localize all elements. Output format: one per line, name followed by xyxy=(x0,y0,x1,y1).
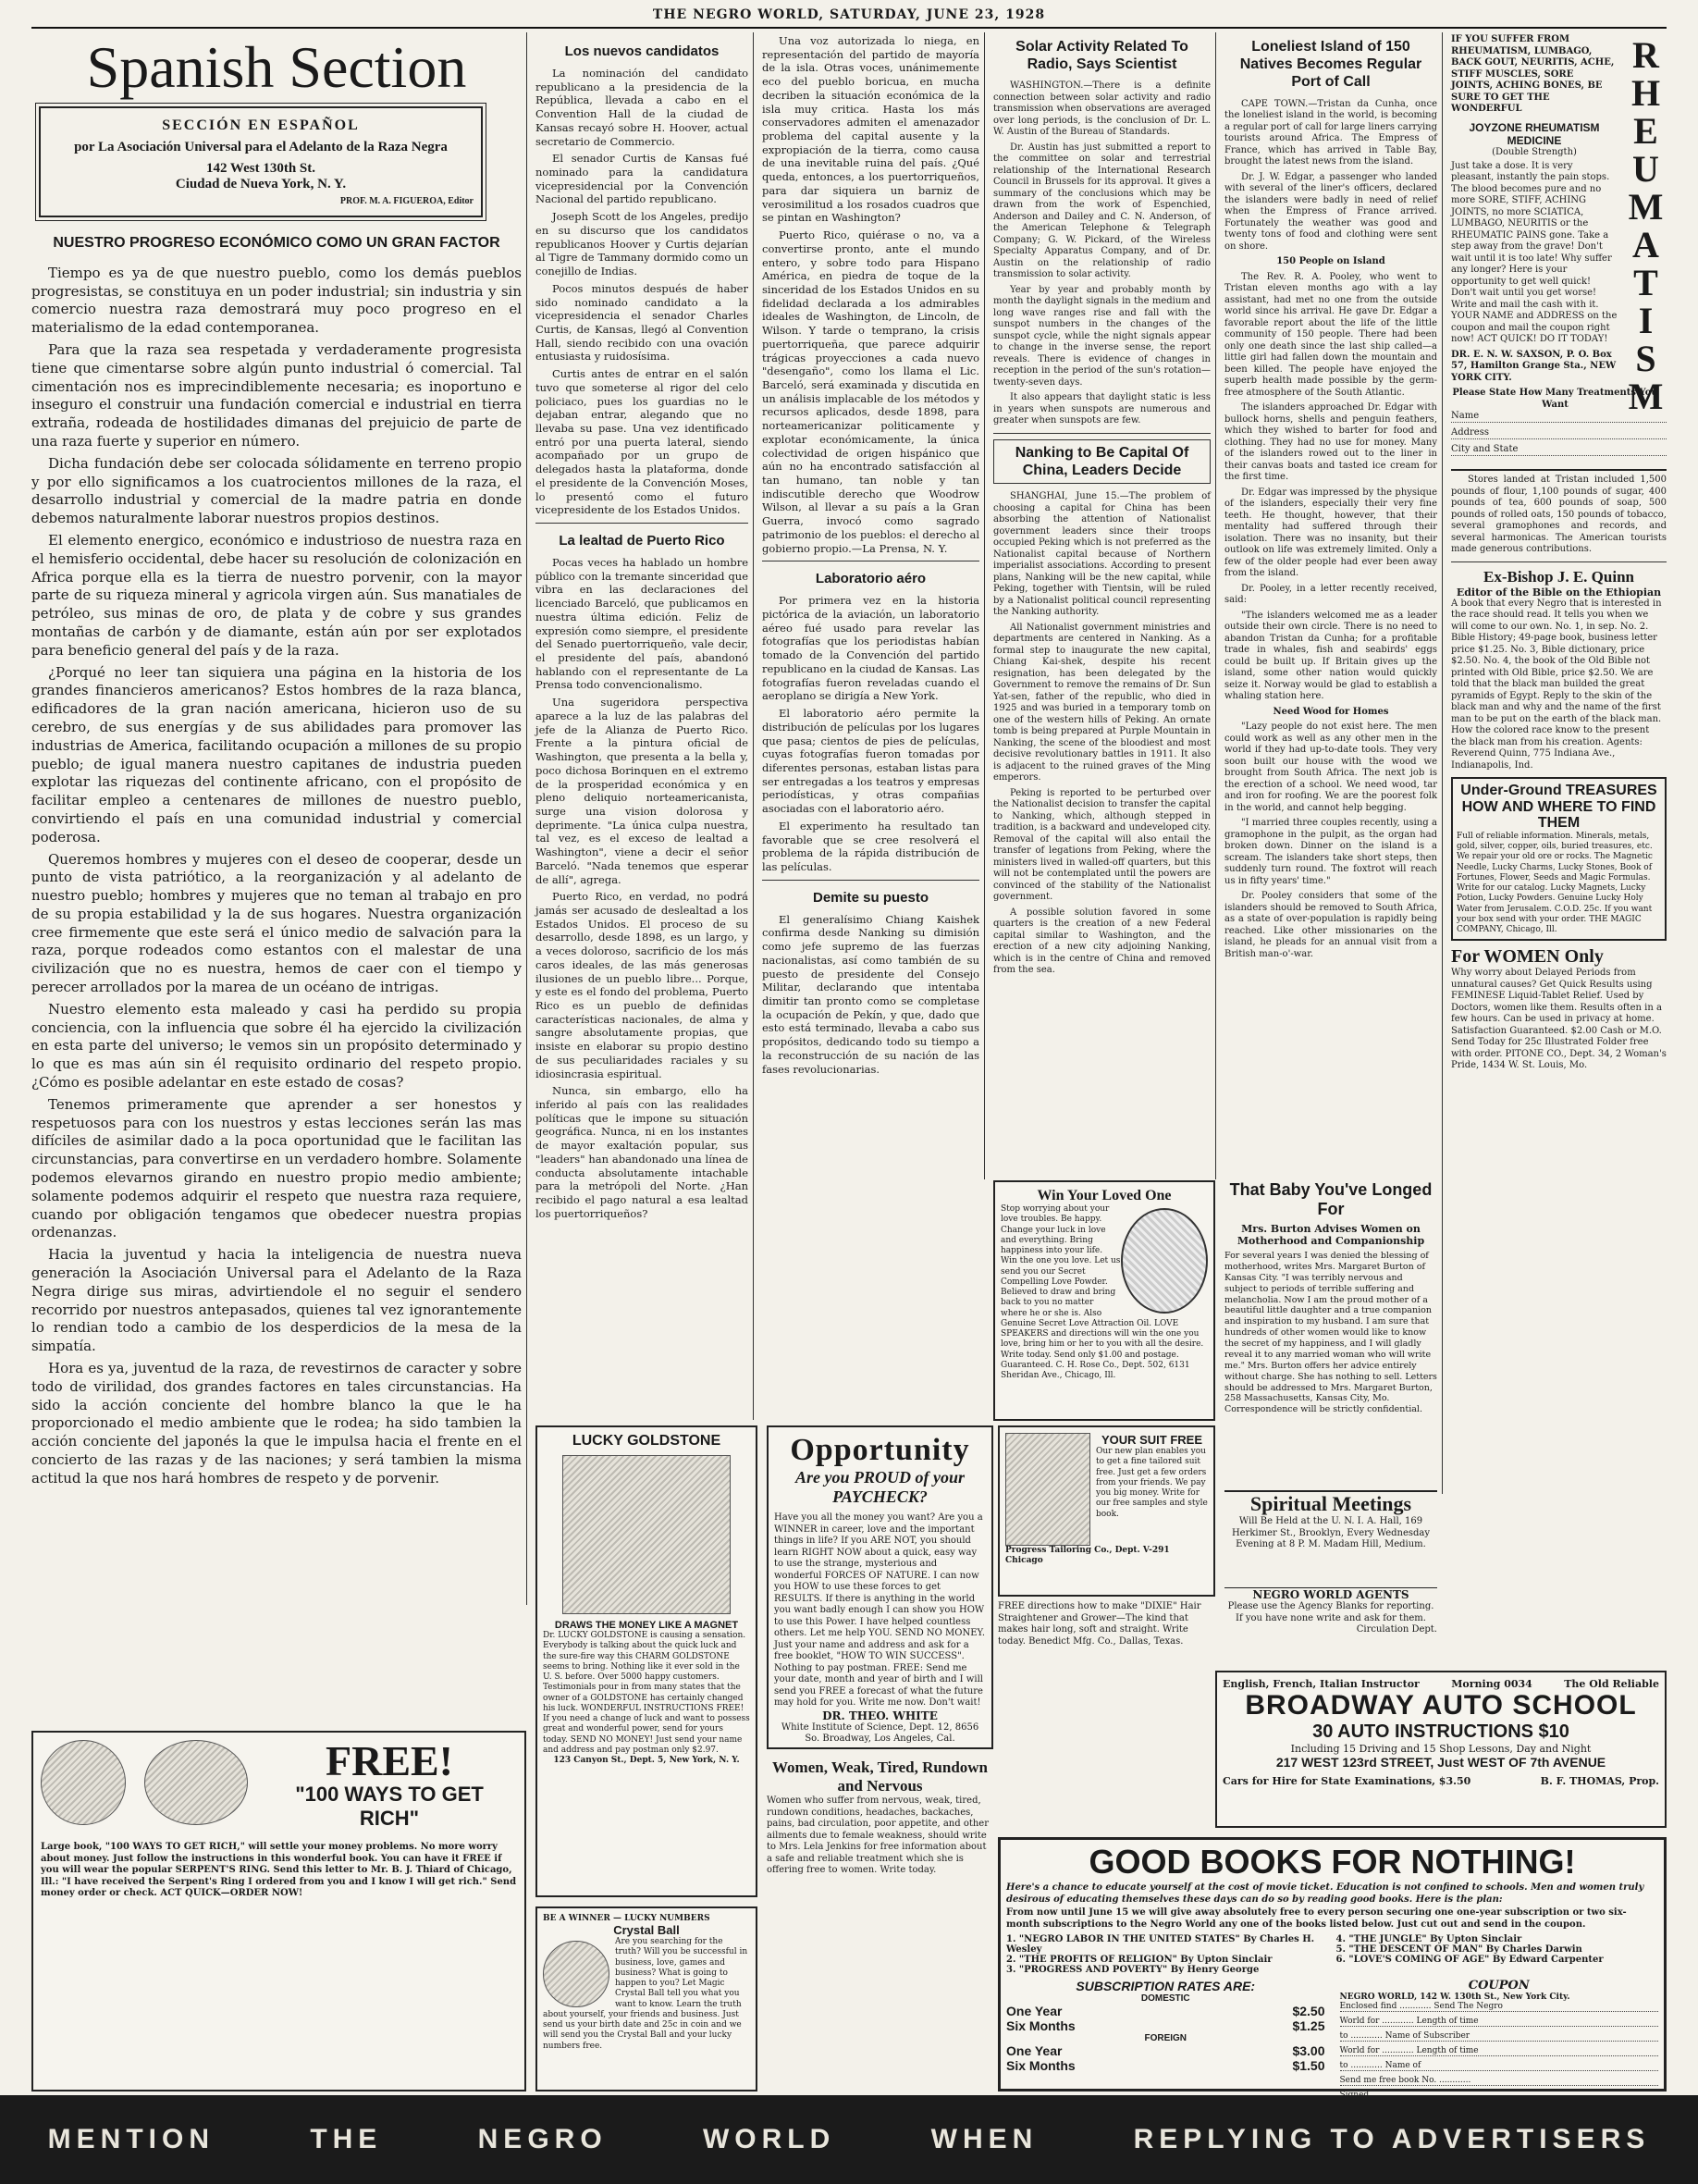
suit-body: Our new plan enables you to get a fine tailored suit free. Just get a few orders from your friends. We pay you big money. Write for our free samples and style book. xyxy=(1096,1447,1208,1519)
auto-school-top-left: English, French, Italian Instructor xyxy=(1223,1678,1420,1690)
editorial-headline: NUESTRO PROGRESO ECONÓMICO COMO UN GRAN FACTOR xyxy=(53,235,500,251)
opportunity-body: Have you all the money you want? Are you a WINNER in career, love and the important things in life? If you ARE NOT, you should learn RIGHT NOW about a quick, easy way to use the strange, mysterious and wonderful FORCES OF NATURE. I can now you HOW to use these forces to get RESULTS. If there is anything in the world you want badly enough I can show you HOW to use this Power. I have helped countless others. Let me help YOU. SEND NO MONEY. Just your name and address and ask for a free booklet, "HOW TO WIN SUCCESS". Nothing to pay postman. FREE: Send me your date, month and year of birth and I will send you FREE a forecast of what the future may hold for you. Write me now. Don't wait! xyxy=(774,1512,986,1708)
article-headline: La lealtad de Puerto Rico xyxy=(559,533,725,549)
ads-column-f xyxy=(1451,34,1667,1505)
baby-title: That Baby You've Longed For xyxy=(1229,1180,1433,1218)
good-books-coupon xyxy=(1340,1979,1659,2105)
paragraph: ¿Porqué no leer tan siquiera una página en la historia de los grandes financieros americanos? Estos hombres de la raza blanca, edificadores de la gran nación americana, hicieron uso de su cerebro, de sus energías y de sus abilidades para promover las industrias de America, facilitando ocupación a millones de su propio pueblo; de igual manera nuestro capitanes de industria pueden explotar las riquezas del continente africano, con el propósito de facilitar empleo a centenares de millones de nuestro pueblo, convirtiendo el país en una comunidad industrial y comercial poderosa. xyxy=(31,663,522,845)
paragraph: Hora es ya, juventud de la raza, de revestirnos de caracter y sobre todo de virilidad, dos grandes factores en tales circunstancias. Ha sido la acción conciente del hombre blanco la que le ha proporcionado el medio ambiente que le rodea; ha sido tambien la acción conciente del japonés la que le impulsa hacia el frente en el concierto de las razas y de las naciones; y será tambien la misma actitud la que nos hará hombres de respeto y de porvenir. xyxy=(31,1360,522,1487)
coupon-field[interactable]: World for ............ Length of time xyxy=(1340,2017,1659,2027)
auto-school-topline xyxy=(1223,1678,1659,1690)
crystal-illustration xyxy=(543,1941,609,2007)
coupon-field[interactable]: to ............ Name of Subscriber xyxy=(1340,2031,1659,2042)
book-item: 2. "THE PROFITS OF RELIGION" By Upton Sinclair xyxy=(1006,1955,1273,1965)
good-books-intro: Here's a chance to educate yourself at the cost of movie ticket. Education is not confined to schools. Men and women truly desirous of educating themselves these days can do so by reading good books. Here is the plan: xyxy=(1006,1882,1644,1905)
baby-body: For several years I was denied the blessing of motherhood, writes Mrs. Margaret Burton of Kansas City. "I was terribly nervous and subject to periods of terrible suffering and melancholia. Now I am the proud mother of a beautiful little daughter and a true companion and inspiration to my husband. I am sure that hundreds of other women would like to know the secret of my happiness, and I will gladly reveal it to any married woman who will write me." Mrs. Burton offers her advice entirely without charge. She has nothing to sell. Letters should be addressed to Mrs. Margaret Burton, 258 Massachusetts, Kansas City, Mo. Correspondence will be strictly confidential. xyxy=(1224,1251,1437,1415)
rheumatism-top-text: IF YOU SUFFER FROM RHEUMATISM, LUMBAGO, BACK GOUT, NEURITIS, ACHE, STIFF MUSCLES, SORE JOINTS, ACHING BONES, BE SURE TO GET THE WONDERFUL xyxy=(1451,34,1615,114)
coupon-address: NEGRO WORLD, 142 W. 130th St., New York City. xyxy=(1339,1993,1570,2002)
auto-school-offer: 30 AUTO INSTRUCTIONS $10 xyxy=(1312,1721,1569,1742)
rate-row xyxy=(1006,2043,1325,2058)
divider xyxy=(1451,561,1667,562)
book-item: 5. "THE DESCENT OF MAN" By Charles Darwin xyxy=(1335,1944,1582,1955)
paragraph: The islanders approached Dr. Edgar with bullock horns, shells and penguin feathers, which they wished to barter for food and clothing. They had no use for money. Many of the islanders rowed out to the liner in their canvas boats and tasted ice cream for the first time. xyxy=(1224,402,1437,483)
column-rule xyxy=(1215,32,1216,1179)
auto-school-footer-right: B. F. THOMAS, Prop. xyxy=(1540,1775,1659,1787)
figure-illustration xyxy=(41,1740,126,1825)
paragraph: Una voz autorizada lo niega, en representación del partido de mayoría de la isla. Otras voces, unánimemente eco del pueblo boricua, en mucha decriben la situación económica de la isla muy critica. Hasta los más conservadores admiten el amenazador problema del capital ausente y la expropiación de la tierra, como causa de una inevitable ruina del país. ¿Qué queda, entonces, a los puertorriqueños, para dar siquiera un barniz de verosimilitud a los rosados cuadros que se pintan en Washington? xyxy=(762,34,979,225)
article-headline: Los nuevos candidatos xyxy=(564,43,720,59)
rate-label: One Year xyxy=(1006,2043,1063,2058)
paragraph: A possible solution favored in some quarters is the creation of a new Federal capital similar to Washington, and the erection of a new city adjoining Nanking, which is in the centre of China and removed from the sea. xyxy=(993,907,1211,976)
coupon-title: COUPON xyxy=(1468,1979,1530,1993)
quinn-subtitle: Editor of the Bible on the Ethiopian xyxy=(1456,586,1662,598)
coupon-field[interactable] xyxy=(1451,427,1667,439)
paragraph: Dr. Edgar was impressed by the physique of the islanders, especially their very fine teeth. He thought, however, that their mentality had suffered through their isolation. There was no insanity, but their outlook on life was extremely limited. Only a few of the older people had ever been away from the island. xyxy=(1224,487,1437,579)
paragraph: El laboratorio aéro permite la distribución de películas por los lugares que pasa; cientos de pies de películas, cuyas fotografías fueron tomadas por diferentes personas, estaban listas para ser entregadas a los teatros y empresas periodísticas, y otras compañias asociadas con el laboratorio aéro. xyxy=(762,707,979,816)
book-item: 4. "THE JUNGLE" By Upton Sinclair xyxy=(1335,1934,1522,1944)
auto-school-top-mid: Morning 0034 xyxy=(1451,1678,1532,1690)
news-column-d xyxy=(993,34,1211,1181)
women-title: For WOMEN Only xyxy=(1451,946,1604,967)
women-weak-ad xyxy=(767,1758,993,2091)
baby-subtitle: Mrs. Burton Advises Women on Motherhood and Companionship xyxy=(1237,1223,1425,1247)
article-headline: Solar Activity Related To Radio, Says Scientist xyxy=(1015,39,1188,73)
book-item: 3. "PROGRESS AND POVERTY" By Henry George xyxy=(1006,1965,1260,1975)
running-head: THE NEGRO WORLD, SATURDAY, JUNE 23, 1928 xyxy=(31,4,1667,29)
article-body xyxy=(762,34,979,555)
strip-word: THE xyxy=(310,2124,383,2154)
article-body xyxy=(993,80,1211,427)
paragraph: Queremos hombres y mujeres con el deseo de cooperar, desde un punto de vista patriótico, a la reorganización y al adelanto de nuestro pueblo; hombres y mujeres que no teman al trabajo en pro de su propia estabilidad y la de sus hogares. Nuestra organización cree firmemente que este será el único medio de salvación para la raza, porque rodeados como estantos con el malestar de una civilización que no es nuestra, hemos de caer con el tiempo y perecer arrollados por la marea de un océano de intrigas. xyxy=(31,850,522,996)
paragraph: WASHINGTON.—There is a definite connection between solar activity and radio transmission when observations are averaged over long periods, is the conclusion of Dr. L. W. Austin of the Bureau of Standards. xyxy=(993,80,1211,138)
article-body xyxy=(762,594,979,873)
rheumatism-vertical-text: RHEUMATISM xyxy=(1625,34,1667,413)
rates-domestic: DOMESTIC xyxy=(1140,1993,1190,2004)
paragraph: Joseph Scott de los Angeles, predijo en su discurso que los candidatos republicanos Hoover y Curtis dejarían al Tigre de Tammany dormido como un conejillo de Indias. xyxy=(535,210,748,278)
free-ways-ad xyxy=(31,1731,526,2091)
book-item: 6. "LOVE'S COMING OF AGE" By Edward Carpenter xyxy=(1335,1955,1604,1965)
news-column-c xyxy=(762,34,979,1181)
paragraph: Nunca, sin embargo, ello ha inferido al país con las realidades políticas que le impone su situación geográfica. Nunca, ni en los instantes de mayor exaltación popular, sus "leaders" han abandonado una línea de conducta absolutamente intachable para la metrópoli del Norte. ¿Han recibido el pago natural a esa lealtad los puertorriqueños? xyxy=(535,1084,748,1220)
ring-illustration xyxy=(144,1740,248,1825)
divider xyxy=(535,523,748,524)
page-grid xyxy=(31,29,1667,2091)
paragraph: Peking is reported to be perturbed over the Nationalist decision to transfer the capital to Nanking, which, although stepped in tradition, is a backward and undeveloped city. Removal of the capital will also entail the transfer of legations from Peking, where the ministers lived in walled-off quarters, but this will not be contemplated until the powers are convinced of the stability of the Nationalist government. xyxy=(993,787,1211,903)
treasures-ad xyxy=(1451,777,1667,941)
section-title: Spanish Section xyxy=(86,34,467,100)
spiritual-title: Spiritual Meetings xyxy=(1249,1492,1412,1515)
rate-price: $1.50 xyxy=(1292,2058,1325,2073)
treasures-body: Full of reliable information. Minerals, metals, gold, silver, copper, oils, buried treasures, etc. We repair your old ore or rocks. The Magnetic Needle, Lucky Charms, Lucky Stones, Book of Fortunes, Flower, Seeds and Magic Formulas. Write for our catalog. Lucky Magnets, Lucky Potion, Lucky Powders. Genuine Lucky Holy Water from Jerusalem. C.O.D. 25c. If you want your box send with your order. THE MAGIC COMPANY, Chicago, Ill. xyxy=(1457,831,1653,935)
paragraph: Puerto Rico, quiérase o no, va a convertirse pronto, ante el mundo entero, y sobre todo para Hispano América, en piedra de toque de la sinceridad de los Estados Unidos en su fidelidad declarada a los admirables ideales de Washington, de Lincoln, de Wilson. Y tarde o temprano, la crisis puertorriqueña, que parece adquirir trágicas proyecciones a cada nuevo "desengaño", como los llama el Lic. Barceló, será examinada y discutida en un análisis implacable de los métodos y recursos aplicados, desde 1898, para norteamericanizar politicamente y explotar económicamente, la única colectividad de origen hispánico que aún no ha encontrado satisfacción al tan humano, tan noble y tan indiscutible derecho que Woodrow Wilson, al llevar a su país a la Gran Guerra, invocó como sagrado patrimonio de los pueblos: el derecho al gobierno propio.—La Prensa, N. Y. xyxy=(762,228,979,555)
masthead-editor: PROF. M. A. FIGUEROA, Editor xyxy=(339,196,474,206)
strip-word: WHEN xyxy=(930,2124,1039,2154)
paragraph: El generalísimo Chiang Kaishek confirma desde Nanking su dimisión como jefe supremo de las fuerzas nacionalistas, así como también de su puesto de presidente del Consejo Militar, declarando que intentaba dimitir tan pronto como se completase la ocupación de Pekín, y que, dado que esto está terminado, llevaba a cabo sus propósitos, dedicando todo su tiempo a la reconstrucción de su nación de las fases revolucionarias. xyxy=(762,912,979,1076)
opportunity-ad xyxy=(767,1425,993,1749)
paragraph: The Rev. R. A. Pooley, who went to Tristan eleven months ago with a lay assistant, had met no one from the outside world since his arrival. He gave Dr. Edgar a favorable report about the life of the little community of 150 people. There had been only one death since the last ship called—a little girl had fallen down the mountain and been killed. The people have enjoyed the superb health made possible by the germ-free atmosphere of the South Atlantic. xyxy=(1224,271,1437,398)
suit-ad xyxy=(998,1425,1215,1597)
goldstone-body: Dr. LUCKY GOLDSTONE is causing a sensation. Everybody is talking about the quick luck and the sure-fire way this CHARM GOLDSTONE seems to bring. Nothing like it ever sold in the U. S. before. Over 5000 happy customers. Testimonials pour in from many states that the owner of a GOLDSTONE has certainly changed his luck. WONDERFUL INSTRUCTIONS FREE! If you need a change of luck and want to possess great and wonderful power, send for yours today. SEND NO MONEY! Just send your name and address and pay postman only $2.97. xyxy=(543,1631,750,1755)
agents-footer: Circulation Dept. xyxy=(1356,1624,1437,1635)
opportunity-title: Opportunity xyxy=(790,1433,970,1467)
quinn-body: A book that every Negro that is interested in the race should read. It tells you when we will come to our own. No. 1, in sep. No. 2. Bible History; 49-page book, business letter price $1.25. No. 3, Bible dictionary, price $2.50. No. 4, the book of the Old Bible not printed with Old Bible, price $2.50. We are told that the black man builded the great pyramids of Egypt. Reply to the skin of the black man and why and the name of the first man to be put on the earth of the black man. How the colored race know to the present the black man from his creation. Agents: Reverend Quinn, 775 Indiana Ave., Indianapolis, Ind. xyxy=(1451,598,1662,771)
paragraph: Curtis antes de entrar en el salón tuvo que someterse al rigor del celo policiaco, pues los guardias no le dejaban entrar, alegando que no llevaba su pase. Una vez identificado entró por una puerta lateral, siendo acompañado por un grupo de delegados hasta la plataforma, donde el presidente de la Convención Moses, lo presentó como el futuro vicepresidente de los Estados Unidos. xyxy=(535,367,748,517)
free-ways-title: FREE! xyxy=(326,1737,453,1784)
article-headline: Loneliest Island of 150 Natives Becomes Regular Port of Call xyxy=(1239,39,1422,91)
paragraph: Dr. Pooley considers that some of the islanders should be removed to South Africa, as a state of over-population is rapidly being reached. Like other missionaries on the island, he pleads for an annual visit from a British man-o'-war. xyxy=(1224,891,1437,959)
paragraph: Dr. J. W. Edgar, a passenger who landed with several of the liner's officers, declared the islanders were badly in need of relief when the Empress of France arrived. Fortunately the weather was good and twenty tons of food and clothing were sent on shore. xyxy=(1224,171,1437,252)
rate-price: $3.00 xyxy=(1292,2043,1325,2058)
coupon-field[interactable]: Send me free book No. ............ xyxy=(1340,2076,1659,2086)
article-headline: Demite su puesto xyxy=(812,889,929,906)
rate-row xyxy=(1006,2004,1325,2018)
paragraph: Year by year and probably month by month the daylight signals in the medium and long wave ranges rise and fall with the sunspot numbers in the changes of the sunspot cycle, while the night signals appear to change in the inverse sense, the report reveals. There is evidence of changes in reception in the period of the sun's rotation—twenty-seven days. xyxy=(993,284,1211,388)
spiritual-body: Will Be Held at the U. N. I. A. Hall, 169 Herkimer St., Brooklyn, Every Wednesday Evening at 8 P. M. Madam Hill, Medium. xyxy=(1231,1516,1431,1549)
spiritual-ad xyxy=(1224,1490,1437,1585)
good-books-title: GOOD BOOKS FOR NOTHING! xyxy=(1089,1843,1576,1881)
rate-label: Six Months xyxy=(1006,2058,1076,2073)
auto-school-title: BROADWAY AUTO SCHOOL xyxy=(1245,1690,1637,1721)
paragraph: Pocas veces ha hablado un hombre público con la tremante sinceridad que vibra en las declaraciones del licenciado Barceló, que publicamos en nuestra última edición. Feliz de expresión como siempre, el presidente del Senado puertorriqueño, vale decir, el presidente del país, abandonó hablando con el representante de La Prensa todo convencionalismo. xyxy=(535,556,748,692)
article-body xyxy=(1224,99,1437,961)
auto-school-top-right: The Old Reliable xyxy=(1564,1678,1659,1690)
rates-title: SUBSCRIPTION RATES ARE: xyxy=(1076,1979,1256,1993)
article-body xyxy=(762,913,979,1077)
article-body xyxy=(535,67,748,517)
opportunity-address: White Institute of Science, Dept. 12, 8656 So. Broadway, Los Angeles, Cal. xyxy=(781,1721,979,1744)
paragraph: Dicha fundación debe ser colocada sólidamente en terreno propio y por ello significamos a los cuatrocientos millones de la raza, el desarrollo industrial y comercial de la madre patria en donde debemos naturalmente laborar nuestros propios destinos. xyxy=(31,454,522,527)
book-list-left xyxy=(1006,1934,1329,1975)
subscription-rates xyxy=(1006,1979,1325,2105)
rheumatism-coupon-note: Please State How Many Treatments You Want xyxy=(1452,388,1658,410)
rheumatism-strength: (Double Strength) xyxy=(1492,146,1577,157)
paragraph: "The islanders welcomed me as a leader outside their own circle. There is no need to abandon Tristan da Cunha; for a profitable trade in whales, fish and seabirds' eggs could be built up. If Britain gives up the island, some other nation would quickly seize it. Norway would be glad to establish a whaling station here. xyxy=(1224,610,1437,702)
coupon-field[interactable]: to ............ Name of xyxy=(1340,2061,1659,2071)
good-books-offer: From now until June 15 we will give away absolutely free to every person securing one one-year subscription or two six-month subscriptions to the Negro World any one of the books listed below. Just cut out and send in the coupon. xyxy=(1006,1907,1627,1930)
crystal-header: BE A WINNER — LUCKY NUMBERS xyxy=(543,1914,710,1923)
strip-word: MENTION xyxy=(47,2124,215,2154)
free-ways-header xyxy=(265,1737,514,1831)
agents-body: Please use the Agency Blanks for reporting. If you have none write and ask for them. xyxy=(1227,1601,1434,1623)
lucky-goldstone-ad xyxy=(535,1425,757,1897)
paragraph: Una sugeridora perspectiva aparece a la luz de las palabras del jefe de la Alianza de Puerto Rico. Frente a la pintura oficial de Washington, que presenta a la bella y, poco dichosa Borinquen en el extremo de la prosperidad económica y en pleno deliquio norteamericanista, surge una vision dolorosa y deprimente. "La única culpa nuestra, tal vez, es el exceso de lealtad a Washington", viene a decir el señor Barceló. "Nada tenemos que esperar de allí", agrega. xyxy=(535,696,748,886)
women-body: Why worry about Delayed Periods from unnatural causes? Get Quick Results using FEMINESE Liquid-Tablet Relief. Used by Doctors, women like them. Results often in a few hours. Can be used in privacy at home. Satisfaction Guaranteed. $2.00 Cash or M.O. Send Today for 25c Illustrated Folder free with order. PITONE CO., Dept. 34, 2 Woman's Pride, 1434 W. St. Louis, Mo. xyxy=(1451,968,1667,1070)
rheumatism-vertical-title xyxy=(1622,34,1665,425)
coupon-label: Name xyxy=(1451,411,1480,421)
column-rule xyxy=(1442,32,1443,1494)
baby-ad xyxy=(1224,1180,1437,1486)
auto-school-address: 217 WEST 123rd STREET, Just WEST OF 7th AVENUE xyxy=(1275,1755,1606,1770)
good-books-ad xyxy=(998,1837,1667,2091)
women-ad xyxy=(1451,946,1667,1085)
good-books-bottom xyxy=(1006,1979,1658,2105)
paragraph: La nominación del candidato republicano a la presidencia de la República, llevada a cabo en el Convention Hall de la ciudad de Kansas recayó sobre H. Hoover, actual secretario de Commercio. xyxy=(535,67,748,148)
rheumatism-product: JOYZONE RHEUMATISM MEDICINE xyxy=(1469,120,1600,147)
loved-one-body: Stop worrying about your love troubles. Be happy. Change your luck in love and everything. Bring happiness into your life. Win the one you love. Let us send you our Secret Compelling Love Powder. Believed to draw and bring back to you no matter where he or she is. Also Genuine Secret Love Attraction Oil. LOVE SPEAKERS and directions will win the one you love, bring him or her to you with all the desire. Write today. Send only $1.00 and postage. Guaranteed. C. H. Rose Co., Dept. 502, 6131 Sheridan Ave., Chicago, Ill. xyxy=(1001,1204,1204,1380)
goldstone-caption: DRAWS THE MONEY LIKE A MAGNET xyxy=(554,1620,739,1631)
goldstone-title: LUCKY GOLDSTONE xyxy=(572,1433,721,1449)
goldstone-footer: 123 Canyon St., Dept. 5, New York, N. Y. xyxy=(553,1756,740,1765)
rate-row xyxy=(1006,2018,1325,2033)
crystal-ball-ad xyxy=(535,1906,757,2091)
women-weak-body: Women who suffer from nervous, weak, tired, rundown conditions, headaches, backaches, pains, bad circulation, poor appetite, and other ailments due to female weakness, should write to Mrs. Lela Jenkins for free information about a safe and reliable treatment which she is offering free to women. Write today. xyxy=(767,1795,990,1875)
hair-ad: FREE directions how to make "DIXIE" Hair Straightener and Grower—The kind that makes hair long, soft and straight. Write today. Benedict Mfg. Co., Dallas, Texas. xyxy=(998,1601,1201,1647)
paragraph: El experimento ha resultado tan favorable que se cree resolverá el problema de la rápida distribución de las películas. xyxy=(762,819,979,873)
strip-word: REPLYING TO ADVERTISERS xyxy=(1133,2124,1651,2154)
paragraph: Por primera vez en la historia pictórica de la aviación, un laboratorio aéreo fué usado para revelar las fotografías que los periodistas habían tomado de la Convención del partido republicano en la ciudad de Kansas. Las fotografías fueron reveladas cuando el aeroplano se dirigía a New York. xyxy=(762,594,979,703)
article-body xyxy=(535,556,748,1221)
editorial-column xyxy=(31,34,522,1727)
divider xyxy=(762,880,979,881)
paragraph: It also appears that daylight static is less in years when sunspots are numerous and greater when sunspots are few. xyxy=(993,392,1211,426)
masthead-line: por La Asociación Universal para el Adelanto de la Raza Negra xyxy=(74,140,448,154)
opportunity-question: Are you PROUD of your PAYCHECK? xyxy=(795,1468,965,1506)
suit-footer: Progress Tailoring Co., Dept. V-291 Chicago xyxy=(1005,1546,1170,1566)
loved-one-ad xyxy=(993,1180,1215,1421)
paragraph: CAPE TOWN.—Tristan da Cunha, once the loneliest island in the world, is becoming a regular port of call for large liners carrying tourists around Africa. The Empress of France, which has arrived in Table Bay, brought the latest news from the island. xyxy=(1224,98,1438,167)
rate-label: One Year xyxy=(1006,2004,1063,2018)
tristan-continued xyxy=(1451,475,1667,556)
rate-label: Six Months xyxy=(1006,2018,1076,2033)
column-rule xyxy=(984,32,985,1179)
book-item: 1. "NEGRO LABOR IN THE UNITED STATES" By Charles H. Wesley xyxy=(1006,1934,1315,1955)
column-rule xyxy=(753,32,754,1420)
rate-price: $1.25 xyxy=(1292,2018,1325,2033)
auto-school-ad xyxy=(1215,1671,1667,1828)
auto-school-footer-left: Cars for Hire for State Examinations, $3.50 xyxy=(1223,1775,1471,1787)
paragraph: El senador Curtis de Kansas fué nominado para la candidatura vicepresidencial por la Convención Nacional del partido republicano. xyxy=(535,152,748,206)
subhead: 150 People on Island xyxy=(1276,256,1385,267)
crystal-body: Are you searching for the truth? Will you be successful in business, love, games and business? What is going to happen to you? Let Magic Crystal Ball tell you what you want to know. Learn the truth about yourself, your friends and business. Just send us your birth date and 25c in coin and we will send you the Crystal Ball and your lucky numbers free. xyxy=(543,1937,748,2051)
strip-word: NEGRO xyxy=(477,2124,608,2154)
paragraph: Puerto Rico, en verdad, no podrá jamás ser acusado de deslealtad a los Estados Unidos. El proceso de su desarrollo, desde 1898, es un largo, y a veces doloroso, sacrificio de los más caros ideales, de las más generosas ilusiones de un pueblo libre... Porque, y este es el fondo del problema, Puerto Rico es un pueblo de definidas características nacionales, de alma y sangre absolutamente propias, que insiste en elaborar su propio destino de sus peculiaridades raciales y su idiosincrasia espiritual. xyxy=(535,890,748,1080)
news-column-b xyxy=(535,34,748,1422)
free-ways-body: Large book, "100 WAYS TO GET RICH," will settle your money problems. No more worry about money. Just follow the instructions in this wonderful book. You can have it FREE if you will wear the popular SERPENT'S RING. Send this letter to Mr. B. J. Thiard of Chicago, Ill.: "I have received the Serpent's Ring I ordered from you and I know I will get rich." Send money order or check. ACT QUICK—ORDER NOW! xyxy=(41,1842,517,1898)
agents-title: NEGRO WORLD AGENTS xyxy=(1252,1588,1409,1601)
rheumatism-body: Just take a dose. It is very pleasant, instantly the pain stops. The blood becomes pure and no more SORE, STIFF, ACHING JOINTS, no more SCIATICA, LUMBAGO, NEURITIS or the RHEUMATIC PAINS gone. Take a step away from the grave! Don't wait until it is too late! Why suffer any longer? Here is your opportunity to get well quick! Don't wait until you get worse! Write and mail the cash with it. YOUR NAME and ADDRESS on the coupon and mail the coupon right now! ACT QUICK! DO IT TODAY! xyxy=(1451,160,1618,344)
rate-price: $2.50 xyxy=(1292,2004,1325,2018)
coupon-label: Address xyxy=(1451,427,1489,438)
free-ways-subtitle: "100 WAYS TO GET RICH" xyxy=(295,1783,484,1830)
paragraph: All Nationalist government ministries and departments are centered in Nanking. As a formal step to inaugurate the new capital, Chiang Kai-shek, despite his recent resignation, has been delegated by the Government to remove the remains of Dr. Sun Yat-sen, father of the republic, who died in 1925 and was buried in a temporary tomb on one of the western hills of Peking. An ornate tomb is being prepared at Purple Mountain in Nanking, the scene of the bloodiest and most decisive revolutionary battles in 1911. It also is adjacent to the ruined graves of the Ming emperors. xyxy=(993,622,1211,784)
subhead: Need Wood for Homes xyxy=(1273,706,1389,717)
coupon-field[interactable]: World for ............ Length of time xyxy=(1340,2046,1659,2056)
rate-row xyxy=(1006,2058,1325,2073)
masthead-box xyxy=(39,106,483,217)
rheumatism-ad xyxy=(1451,34,1667,471)
article-headline: Nanking to Be Capital Of China, Leaders Decide xyxy=(993,439,1211,484)
agents-ad xyxy=(1224,1587,1437,1662)
coupon-field[interactable] xyxy=(1451,444,1667,456)
bottom-strip xyxy=(0,2095,1698,2184)
coupon-label: City and State xyxy=(1451,444,1519,454)
masthead-line: 142 West 130th St. xyxy=(205,161,316,176)
quinn-title: Ex-Bishop J. E. Quinn xyxy=(1483,567,1634,586)
paragraph: Hacia la juventud y hacia la inteligencia de nuestra nueva generación la Asociación Universal para el Adelanto de la Raza Negra dirige sus miras, advirtiendole el no seguir el sendero recorrido por nuestros antepasados, quienes tal vez ignorantemente lo rendian todo a cambio de los desperdicios de la mesa de la simpatía. xyxy=(31,1246,522,1355)
paragraph: Para que la raza sea respetada y verdaderamente progresista tiene que cimentarse sobre algún punto industrial ó comercial. Tal cimentación nos es imprecindiblemente necesaria; es inoportuno e inseguro el construir una fundación comercial e industrial en tierra extraña, rodeada de hostilidades dimanas del prejuicio de parte de una raza fuerte y superior en número. xyxy=(31,340,522,450)
paragraph: Nuestro elemento esta maleado y casi ha perdido su propia conciencia, con la influencia que sobre él ha ejercido la civilización en esta parte del universo; le vemos sin un propósito determinado y lo que es mas aún sin él requisito ordinario del respeto propio. ¿Cómo es posible adelantar en este estado de cosas? xyxy=(31,1000,522,1092)
coupon-field[interactable]: Enclosed find ............ Send The Negro xyxy=(1340,2002,1659,2012)
good-books-list xyxy=(1006,1934,1658,1975)
news-column-e xyxy=(1224,34,1437,1181)
opportunity-signature: DR. THEO. WHITE xyxy=(822,1709,938,1722)
auto-school-footer xyxy=(1223,1775,1659,1787)
strip-word: WORLD xyxy=(702,2124,836,2154)
book-list-right xyxy=(1336,1934,1659,1975)
paragraph: Dr. Pooley, in a letter recently received, said: xyxy=(1224,583,1437,606)
paragraph: SHANGHAI, June 15.—The problem of choosing a capital for China has been absorbing the attention of Nationalist government leaders since their troops occupied Peking which is not preferred as the Nationalist capital because of Northern imperialist associations. According to present plans, Nanking will be the new capital, while Peking, together with Tientsin, will be ruled by a Nationalist political council representing the Nanking authority. xyxy=(993,491,1211,618)
article-headline: Laboratorio aéro xyxy=(815,571,927,587)
heart-illustration xyxy=(1121,1208,1208,1314)
crystal-title: Crystal Ball xyxy=(613,1923,680,1937)
column-rule xyxy=(526,32,527,1605)
paragraph: Tenemos primeramente que aprender a ser honestos y respetuosos para con los nuestros y estas lecciones serán las mas difíciles de asimilar dado a la poca oportunidad que le facilitan las circunstancias, para convertirse en un verdadero hombre. Solamente podemos elevarnos girando en nuestro propio medio ambiente; solamente podemos adquirir el respeto que nuestra raza requiere, cuando por obligación tengamos que obedecer nuestra propias ordenanzas. xyxy=(31,1095,522,1241)
editorial-body xyxy=(31,265,522,1488)
rheumatism-address: DR. E. N. W. SAXSON, P. O. Box 57, Hamilton Grange Sta., NEW YORK CITY. xyxy=(1451,349,1617,383)
paragraph: "I married three couples recently, using a gramophone in the pulpit, as the organ had broken down. Dinner on the island is a scream. The islanders take short steps, then suddenly turn round. The foxtrot will reach us in fifty years' time." xyxy=(1224,818,1437,886)
article-body xyxy=(993,491,1211,977)
divider xyxy=(993,433,1211,434)
paragraph: Tiempo es ya de que nuestro pueblo, como los demás pueblos progresistas, se constituya en un poder industrial; sin industria y sin comercio nuestra raza demostrará muy poco progreso en el materialismo de la edad contemporanea. xyxy=(31,264,522,337)
paragraph: El elemento energico, económico e industrioso de nuestra raza en el hemisferio occidental, debe hacer su resolución de colonización en Africa porque ella es la tierra de nuestro porvenir, con la mayor parte de su riqueza mineral y agricola virgen aún. Sus manatiales de petróleo, sus minas de oro, de plata y de cobre y sus grandes montañas de carbón y de diamante, están aún por ser explotados para beneficio general del país y de la raza. xyxy=(31,531,522,659)
masthead-line: Ciudad de Nueva York, N. Y. xyxy=(175,177,347,191)
paragraph: "Lazy people do not exist here. The men could work as well as any other men in the world if they had up-to-date tools. They very soon built our house with the wood we brought from South Africa. The next job is the erection of a school. We need wood, tar and iron for roofing. We are the poorest folk in the world, and cannot help begging. xyxy=(1224,722,1437,813)
women-weak-title: Women, Weak, Tired, Rundown and Nervous xyxy=(771,1758,989,1795)
auto-school-sub: Including 15 Driving and 15 Shop Lessons, Day and Night xyxy=(1290,1743,1592,1755)
paragraph: Dr. Austin has just submitted a report to the committee on solar and terrestrial relationship of the International Research Council in Brussels for its approval. It gives a summary of the conclusions which may be drawn from the work of Espenchied, Anderson and Dailey and C. N. Anderson, of the American Telephone & Telegraph Company; G. W. Pickard, of the Wireless Specialty Apparatus Company, and of Dr. Austin on the relationship of radio transmission to solar activity. xyxy=(993,142,1211,280)
treasures-title: Under-Ground TREASURES HOW AND WHERE TO FIND THEM xyxy=(1460,783,1657,832)
rates-foreign: FOREIGN xyxy=(1144,2033,1187,2043)
goldstone-illustration xyxy=(562,1455,731,1614)
paragraph: Stores landed at Tristan included 1,500 pounds of flour, 1,100 pounds of sugar, 400 pounds of tea, 600 pounds of soap, 500 pounds of rolled oats, 150 pounds of tobacco, several gramophones and records, and several harmonicas. The American tourists made generous contributions. xyxy=(1451,475,1667,554)
masthead-line: SECCIÓN EN ESPAÑOL xyxy=(162,117,360,133)
loved-one-title: Win Your Loved One xyxy=(1037,1188,1172,1203)
paragraph: Pocos minutos después de haber sido nominado candidato a la vicepresidencia el senador Charles Curtis, de Kansas, llegó al Convention Hall, siendo recibido con una ovación entusiasta y ruidosísima. xyxy=(535,281,748,364)
suit-title: YOUR SUIT FREE xyxy=(1101,1433,1203,1447)
suit-illustration xyxy=(1005,1433,1090,1546)
